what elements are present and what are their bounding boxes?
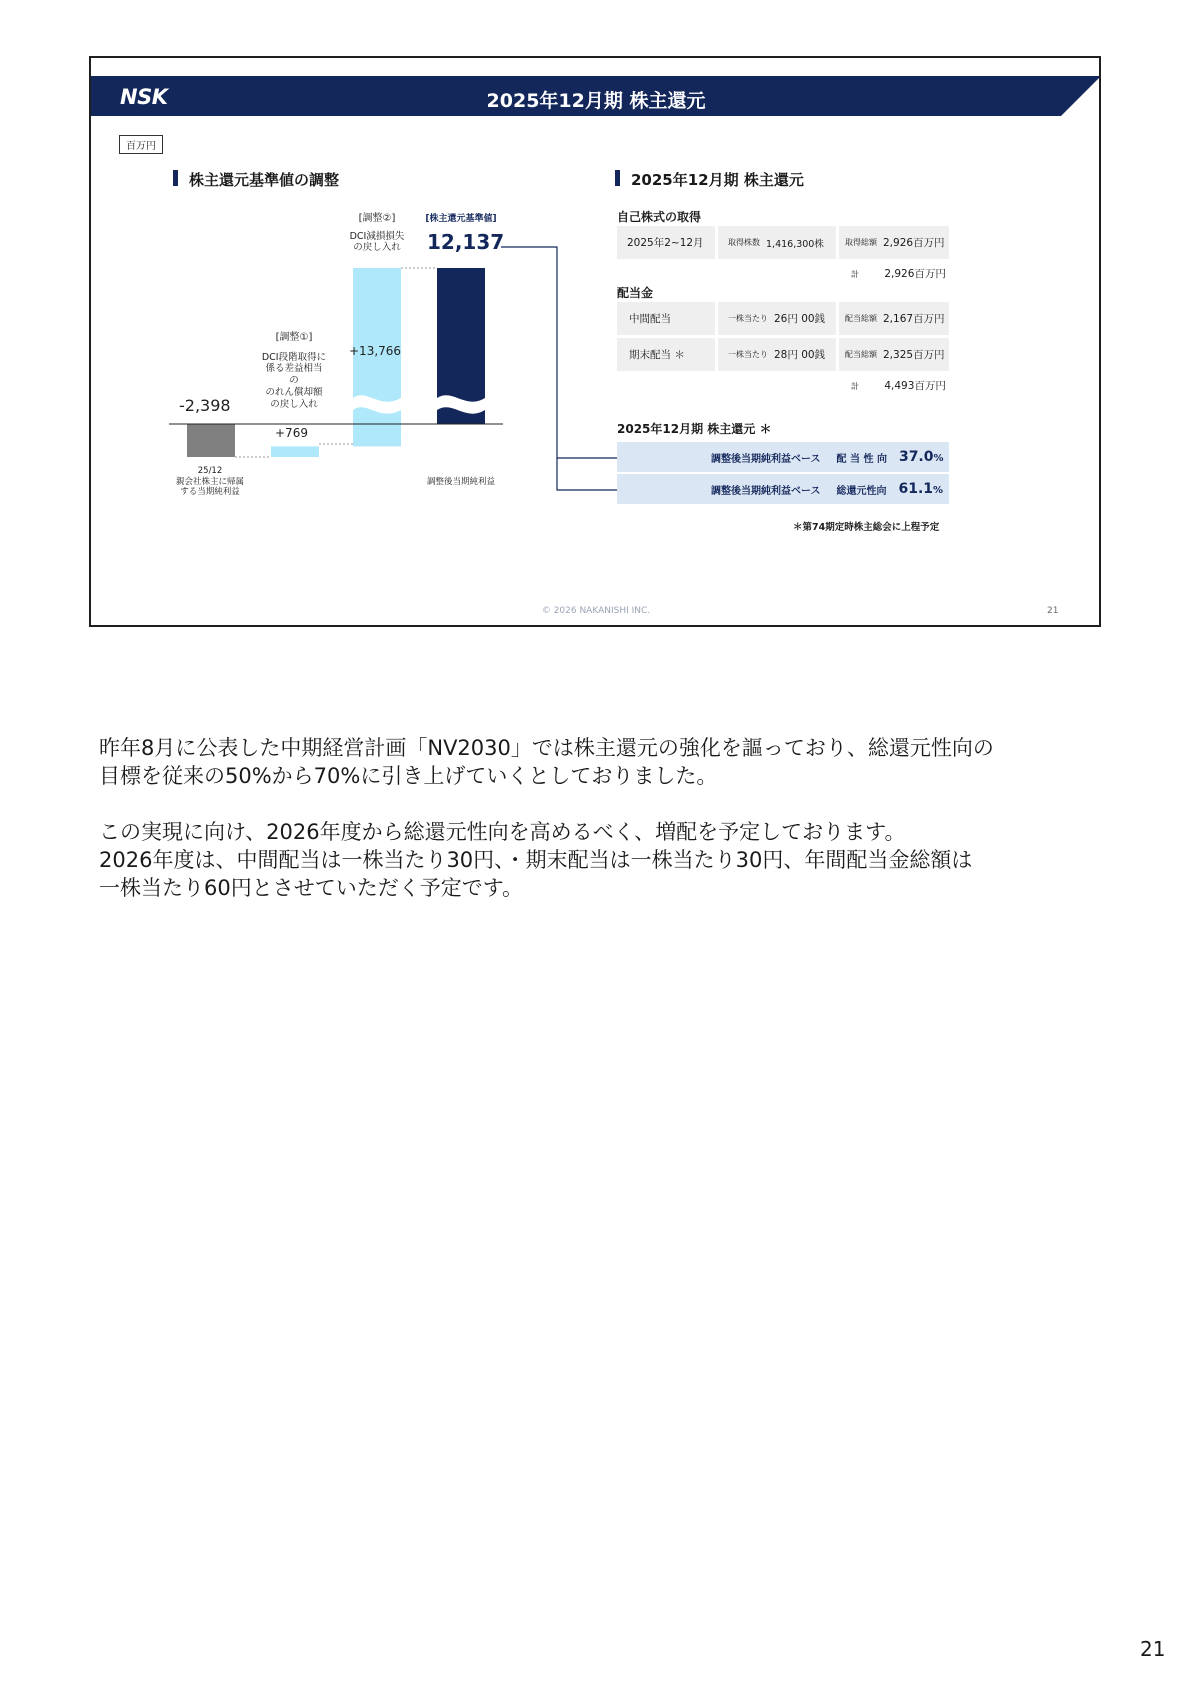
dividend-row-2-per-share: 28円 00銭 — [774, 349, 826, 361]
notes-para2-line1: この実現に向け、2026年度から総還元性向を高めるべく、増配を予定しております。 — [99, 820, 906, 844]
buyback-amount-value: 2,926百万円 — [883, 237, 945, 249]
dividend-row-1-name: 中間配当 — [617, 302, 715, 335]
buyback-heading: 自己株式の取得 — [617, 210, 702, 224]
dividend-row-1-per-share: 26円 00銭 — [774, 313, 826, 325]
slide-number: 21 — [1047, 606, 1059, 616]
adj2-annotation — [343, 213, 411, 254]
buyback-total-value: 2,926百万円 — [884, 268, 946, 280]
slide-title: 2025年12月期 株主還元 — [486, 90, 706, 112]
buyback-amount-label: 取得総額 — [845, 238, 877, 247]
payout-heading: 2025年12月期 株主還元 ＊ — [617, 422, 772, 436]
buyback-shares-value: 1,416,300株 — [766, 238, 824, 250]
buyback-shares-label: 取得株数 — [728, 238, 760, 247]
start-cat-3: する当期純利益 — [180, 487, 240, 498]
dividend-row-2-per-share-label: 一株当たり — [728, 350, 768, 359]
dividend-row-2-total-label: 配当総額 — [845, 350, 877, 359]
waterfall-chart — [91, 58, 1101, 627]
adj1-tag: [調整①] — [275, 332, 313, 343]
left-section-title: 株主還元基準値の調整 — [173, 169, 339, 190]
adj2-value-label: +13,766 — [349, 344, 402, 358]
payout-row-2-base: 調整後当期純利益ベース — [711, 485, 821, 497]
buyback-amount-cell — [839, 226, 949, 259]
payout-row-1-base: 調整後当期純利益ベース — [711, 453, 821, 465]
unit-label: 百万円 — [119, 135, 163, 154]
buyback-total — [851, 266, 946, 281]
notes-para1-line1: 昨年8月に公表した中期経営計画「NV2030」では株主還元の強化を謳っており、総還元性向の — [99, 736, 994, 760]
notes-para2-line2: 2026年度は、中間配当は一株当たり30円、・期末配当は一株当たり30円、年間配当金総額は — [99, 848, 973, 872]
start-cat-1: 25/12 — [197, 466, 223, 476]
start-value-label: -2,398 — [179, 396, 231, 415]
payout-row-total — [617, 474, 949, 504]
adj1-desc-2: 係る差益相当の — [265, 363, 323, 387]
bar-start-negative — [187, 424, 235, 457]
buyback-period: 2025年2~12月 — [617, 226, 715, 259]
buyback-total-label: 計 — [851, 270, 859, 279]
payout-row-dividend — [617, 442, 949, 472]
copyright: © 2026 NAKANISHI INC. — [541, 606, 651, 616]
payout-footnote: ＊第74期定時株主総会に上程予定 — [793, 522, 940, 533]
right-section-title: 2025年12月期 株主還元 — [615, 169, 804, 190]
dividend-row-2-per-share-cell — [718, 338, 836, 371]
dividend-total — [851, 378, 946, 393]
result-value-label: 12,137 — [427, 230, 505, 254]
payout-row-2-unit: % — [933, 485, 944, 496]
payout-row-2-metric: 総還元性向 — [836, 485, 887, 497]
nsk-logo: NSK — [120, 85, 168, 109]
adj2-desc-2: の戻し入れ — [353, 242, 401, 254]
adj1-desc-4: の戻し入れ — [270, 399, 318, 410]
start-cat-2: 親会社株主に帰属 — [175, 476, 244, 487]
slide — [89, 56, 1101, 627]
adj1-value-label: +769 — [275, 426, 308, 440]
dividend-heading: 配当金 — [617, 286, 654, 300]
payout-row-1-number: 37.0 — [898, 449, 934, 465]
payout-row-1-metric: 配 当 性 向 — [836, 453, 887, 465]
payout-row-1-unit: % — [933, 453, 944, 464]
dividend-row-2-name: 期末配当 ＊ — [617, 338, 715, 371]
dividend-row-1-per-share-label: 一株当たり — [728, 314, 768, 323]
notes-para1-line2: 目標を従来の50%から70%に引き上げていくとしておりました。 — [99, 764, 718, 788]
dividend-row-1-per-share-cell — [718, 302, 836, 335]
buyback-shares-cell — [718, 226, 836, 259]
result-tag: [株主還元基準値] — [425, 214, 497, 224]
notes-para2-line3: 一株当たり60円とさせていただく予定です。 — [99, 876, 524, 900]
page-number: 21 — [1140, 1637, 1166, 1661]
dividend-row-2-total-cell — [839, 338, 949, 371]
notes-paragraph-2 — [99, 818, 1099, 902]
dividend-total-value: 4,493百万円 — [884, 380, 946, 392]
result-category-label: 調整後当期純利益 — [426, 477, 495, 487]
dividend-row-1-total-cell — [839, 302, 949, 335]
payout-row-1-value — [899, 449, 944, 465]
adj1-desc-1: DCI段階取得に — [261, 351, 327, 363]
start-category-label — [167, 466, 253, 498]
dividend-row-1-total: 2,167百万円 — [883, 313, 945, 325]
adj2-desc-1: DCI減損損失 — [349, 230, 405, 242]
payout-row-2-value — [899, 481, 944, 497]
bar-adjustment-1 — [271, 446, 319, 457]
adj1-desc-3: のれん償却額 — [265, 387, 323, 399]
payout-row-2-number: 61.1 — [898, 481, 934, 497]
dividend-row-2-total: 2,325百万円 — [883, 349, 945, 361]
dividend-row-1-total-label: 配当総額 — [845, 314, 877, 323]
notes-paragraph-1 — [99, 734, 1099, 790]
dividend-total-label: 計 — [851, 382, 859, 391]
adj1-annotation — [261, 332, 327, 411]
adj2-tag: [調整②] — [358, 213, 396, 224]
